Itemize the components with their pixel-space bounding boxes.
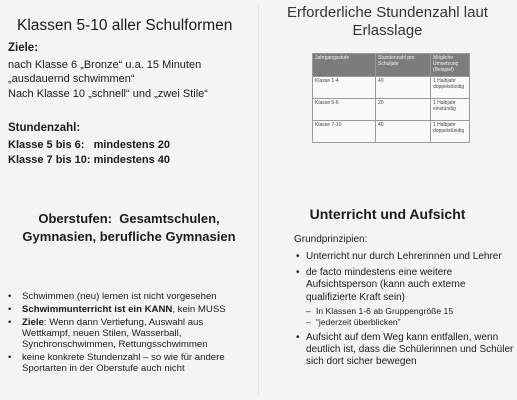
panel-title-line: Erforderliche Stundenzahl laut bbox=[287, 4, 488, 21]
oberstufen-bullet-list bbox=[8, 291, 253, 376]
table-cell: Klasse 5-6 bbox=[313, 99, 376, 121]
dash-icon: – bbox=[306, 316, 311, 327]
table-row bbox=[313, 99, 470, 121]
sub-list-item bbox=[306, 306, 514, 317]
sub-list-item-text: “jederzeit überblicken” bbox=[316, 316, 401, 327]
table-cell: 1 Halbjahr doppelstündig bbox=[431, 77, 470, 99]
table-row bbox=[313, 77, 470, 99]
panel-title-line: Oberstufen: Gesamtschulen, bbox=[38, 211, 220, 226]
panel-title bbox=[258, 4, 517, 40]
list-item-bold: Ziele bbox=[22, 316, 44, 328]
dash-icon: – bbox=[306, 305, 311, 316]
bullet-icon: • bbox=[296, 331, 300, 343]
table-cell: 40 bbox=[376, 121, 431, 143]
table-row bbox=[313, 121, 470, 143]
table-cell: 1 Halbjahr doppelstündig bbox=[431, 121, 470, 143]
list-item-text: Aufsicht auf dem Weg kann entfallen, wenn deutlich ist, dass die Schülerinnen und Schüler sich dort sicher bewegen bbox=[306, 331, 514, 368]
list-item-text: : Wenn dann Vertiefung, Auswahl aus Wettkampf, neuen Stilen, Wasserball, Synchronschwimmen, Rettungsschwimmen bbox=[22, 316, 208, 351]
sub-list-item bbox=[306, 317, 514, 328]
bullet-icon: • bbox=[8, 303, 12, 315]
list-item-text: , kein MUSS bbox=[172, 303, 226, 315]
list-item-text: de facto mindestens eine weitere Aufsichtsperson (kann auch externe qualifizierte Kraft sein) bbox=[306, 267, 466, 303]
list-item bbox=[296, 267, 514, 328]
aufsicht-bullet-list bbox=[296, 251, 514, 372]
bullet-icon: • bbox=[8, 291, 12, 302]
bullet-icon: • bbox=[296, 251, 300, 262]
sub-list bbox=[306, 306, 514, 328]
ziele-line: nach Klasse 6 „Bronze“ u.a. 15 Minuten bbox=[8, 59, 202, 71]
panel-title: Unterricht und Aufsicht bbox=[309, 206, 466, 222]
bullet-icon: • bbox=[8, 316, 12, 328]
list-item-text: Schwimmen (neu) lernen ist nicht vorgesehen bbox=[22, 291, 217, 302]
panel-unterricht-aufsicht bbox=[258, 196, 517, 400]
list-item-bold: Schwimmunterricht ist ein KANN bbox=[22, 303, 173, 315]
panel-klassen-5-10 bbox=[0, 0, 258, 196]
list-item-text: keine konkrete Stundenzahl – so wie für andere Sportarten in der Oberstufe auch nicht bbox=[22, 351, 225, 375]
panel-title: Klassen 5-10 aller Schulformen bbox=[17, 17, 233, 34]
sub-list-item-text: In Klassen 1-6 ab Gruppengröße 15 bbox=[316, 305, 454, 316]
table-header-cell: Stundenzahl pro Schuljahr bbox=[376, 54, 431, 77]
list-item bbox=[8, 304, 253, 315]
panel-title bbox=[0, 210, 258, 246]
ziele-label: Ziele: bbox=[8, 42, 39, 54]
bullet-icon: • bbox=[8, 351, 12, 363]
stundenzahl-table bbox=[312, 53, 470, 143]
ziele-line: „ausdauernd schwimmen“ bbox=[8, 73, 135, 85]
list-item bbox=[8, 352, 253, 375]
table-header-row bbox=[313, 54, 470, 77]
panel-title-line: Gymnasien, berufliche Gymnasien bbox=[22, 229, 236, 244]
panel-oberstufen bbox=[0, 196, 258, 400]
list-item-text: Unterricht nur durch Lehrerinnen und Lehrer bbox=[306, 251, 502, 262]
grundprinzipien-label: Grundprinzipien: bbox=[294, 234, 368, 245]
table-cell: 40 bbox=[376, 77, 431, 99]
stundenzahl-line: Klasse 7 bis 10: mindestens 40 bbox=[8, 154, 171, 166]
bullet-icon: • bbox=[296, 267, 300, 279]
table-cell: Klasse 7-10 bbox=[313, 121, 376, 143]
stundenzahl-line: Klasse 5 bis 6: mindestens 20 bbox=[8, 139, 171, 151]
panel-title-line: Erlasslage bbox=[352, 22, 423, 39]
table-header-cell: Jahrgangsstufe bbox=[313, 54, 376, 77]
stundenzahl-label: Stundenzahl: bbox=[8, 122, 81, 134]
ziele-line: Nach Klasse 10 „schnell“ und „zwei Stile“ bbox=[8, 88, 208, 100]
table-cell: 20 bbox=[376, 99, 431, 121]
table-cell: 1 Halbjahr einstündig bbox=[431, 99, 470, 121]
list-item bbox=[296, 251, 514, 263]
list-item bbox=[8, 291, 253, 302]
table-cell: Klasse 1-4 bbox=[313, 77, 376, 99]
table-header-cell: Mögliche Umsetzung (Beispiel) bbox=[431, 54, 470, 77]
list-item bbox=[8, 317, 253, 351]
panel-stundenzahl-erlass bbox=[258, 0, 517, 196]
list-item bbox=[296, 332, 514, 369]
